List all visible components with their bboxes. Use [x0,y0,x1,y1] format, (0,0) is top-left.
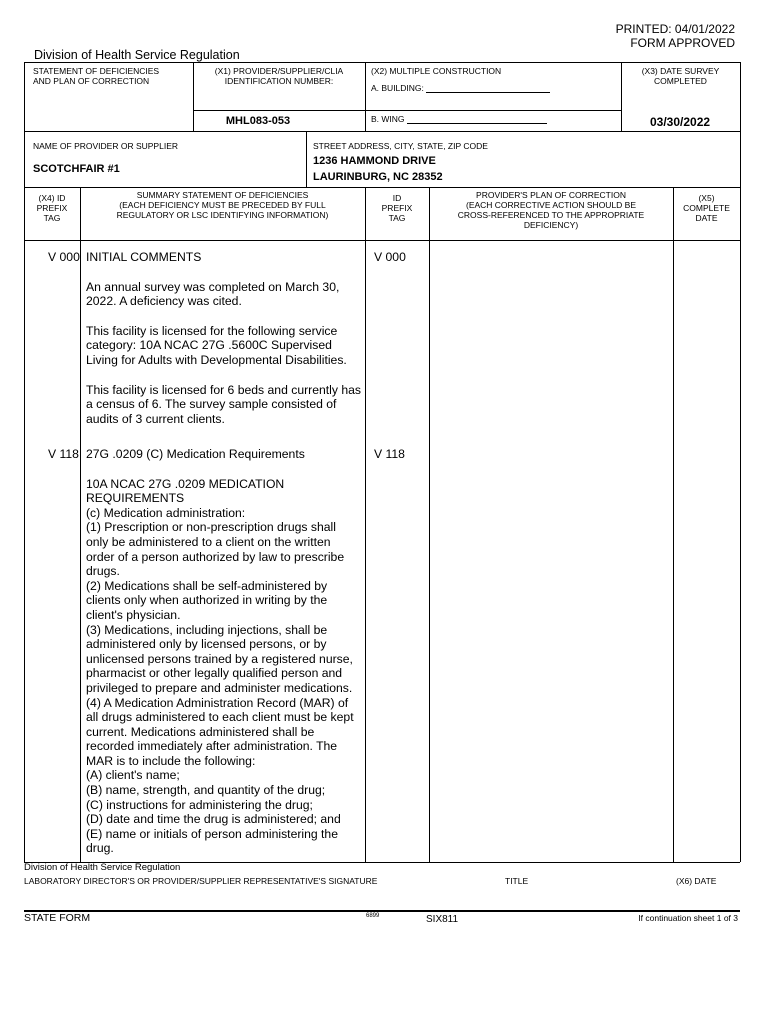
regulation-line: privileged to prepare and administer medications. [86,680,353,695]
summary-header: SUMMARY STATEMENT OF DEFICIENCIES (EACH DEFICIENCY MUST BE PRECEDED BY FULL REGULATORY OR LSC IDENTIFYING INFORMATION) [116,190,329,220]
v000-title: INITIAL COMMENTS [86,250,202,264]
regulation-line: (3) Medications, including injections, shall be [86,622,328,637]
x1-label: (X1) PROVIDER/SUPPLIER/CLIA IDENTIFICATION NUMBER: [214,66,344,86]
v000-content [86,250,362,441]
regulation-line: recorded immediately after administration. The [86,739,338,754]
regulation-line: current. Medications administered shall be [86,724,315,739]
x5-header: (X5) COMPLETE DATE [683,193,730,223]
division-title: Division of Health Service Regulation [34,48,240,62]
footer-division: Division of Health Service Regulation [24,862,181,873]
regulation-line: (c) Medication administration: [86,505,246,520]
x3-label: (X3) DATE SURVEY COMPLETED [641,66,720,86]
v118-regulation-text [86,477,364,856]
regulation-line: administered only by licensed persons, or by [86,637,327,652]
v118-title: 27G .0209 (C) Medication Requirements [86,447,305,461]
provider-name-label: NAME OF PROVIDER OR SUPPLIER [33,141,178,151]
provider-id: MHL083-053 [225,115,291,127]
x4-prefix-header: (X4) ID PREFIX TAG [36,193,68,223]
building-field [371,83,550,93]
regulation-line: client's physician. [86,607,181,622]
title-label: TITLE [505,876,529,886]
building-label: A. BUILDING: [371,83,424,93]
wing-field [371,114,547,124]
regulation-line: (E) name or initials of person administering the [86,826,338,841]
regulation-line: (2) Medications shall be self-administered by [86,578,328,593]
regulation-line: drug. [86,841,114,856]
form-code: 6899 [366,913,380,919]
signature-label: LABORATORY DIRECTOR'S OR PROVIDER/SUPPLIER REPRESENTATIVE'S SIGNATURE [24,876,378,886]
regulation-line: pharmacist or other legally qualified person and [86,666,343,681]
regulation-line: 10A NCAC 27G .0209 MEDICATION [86,476,285,491]
address-line-2: LAURINBURG, NC 28352 [313,171,443,183]
regulation-line: only be administered to a client on the written [86,534,331,549]
regulation-line: (1) Prescription or non-prescription drugs shall [86,520,336,535]
regulation-line: drugs. [86,564,120,579]
date-label: (X6) DATE [676,876,717,886]
continuation-sheet: If continuation sheet 1 of 3 [638,913,738,923]
footer-rule [24,910,740,912]
regulation-line: (C) instructions for administering the drug; [86,797,313,812]
printed-date: PRINTED: 04/01/2022 [615,22,735,36]
v118-content [86,447,364,856]
v118-id-tag: V 118 [374,447,405,461]
event-id: SIX811 [426,914,459,925]
v000-paragraph-3: This facility is licensed for 6 beds and currently has a census of 6. The survey sample consisted of audits of 3 current clients. [86,382,362,426]
form-approved: FORM APPROVED [630,36,735,50]
regulation-line: REQUIREMENTS [86,491,185,506]
plan-header: PROVIDER'S PLAN OF CORRECTION (EACH CORRECTIVE ACTION SHOULD BE CROSS-REFERENCED TO THE APPROPRIATE DEFICIENCY) [457,190,645,230]
provider-name: SCOTCHFAIR #1 [33,163,120,175]
regulation-line: (4) A Medication Administration Record (MAR) of [86,695,349,710]
regulation-line: all drugs administered to each client must be kept [86,710,354,725]
regulation-line: clients only when authorized in writing by the [86,593,328,608]
building-line [426,83,550,93]
regulation-line: order of a person authorized by law to prescribe [86,549,345,564]
regulation-line: (B) name, strength, and quantity of the drug; [86,783,326,798]
wing-label: B. WING [371,114,405,124]
id-prefix-header: ID PREFIX TAG [381,193,413,223]
survey-date: 03/30/2022 [650,115,711,129]
statement-label: STATEMENT OF DEFICIENCIES AND PLAN OF CORRECTION [33,66,160,86]
regulation-line: (D) date and time the drug is administered; and [86,812,341,827]
address-label: STREET ADDRESS, CITY, STATE, ZIP CODE [313,141,488,151]
v000-id-tag: V 000 [374,250,406,264]
v000-paragraph-1: An annual survey was completed on March 30, 2022. A deficiency was cited. [86,279,340,309]
regulation-line: (A) client's name; [86,768,180,783]
regulation-line: MAR is to include the following: [86,753,256,768]
state-form-label: STATE FORM [24,912,91,924]
v000-prefix-tag: V 000 [48,250,80,264]
address-line-1: 1236 HAMMOND DRIVE [313,155,436,167]
regulation-line: unlicensed persons trained by a registered nurse, [86,651,353,666]
v000-paragraph-2: This facility is licensed for the following service category: 10A NCAC 27G .5600C Supervised Living for Adults with Developmental Disabilities. [86,323,347,367]
wing-line [407,118,547,124]
v118-prefix-tag: V 118 [48,447,79,461]
x2-label: (X2) MULTIPLE CONSTRUCTION [371,66,502,76]
